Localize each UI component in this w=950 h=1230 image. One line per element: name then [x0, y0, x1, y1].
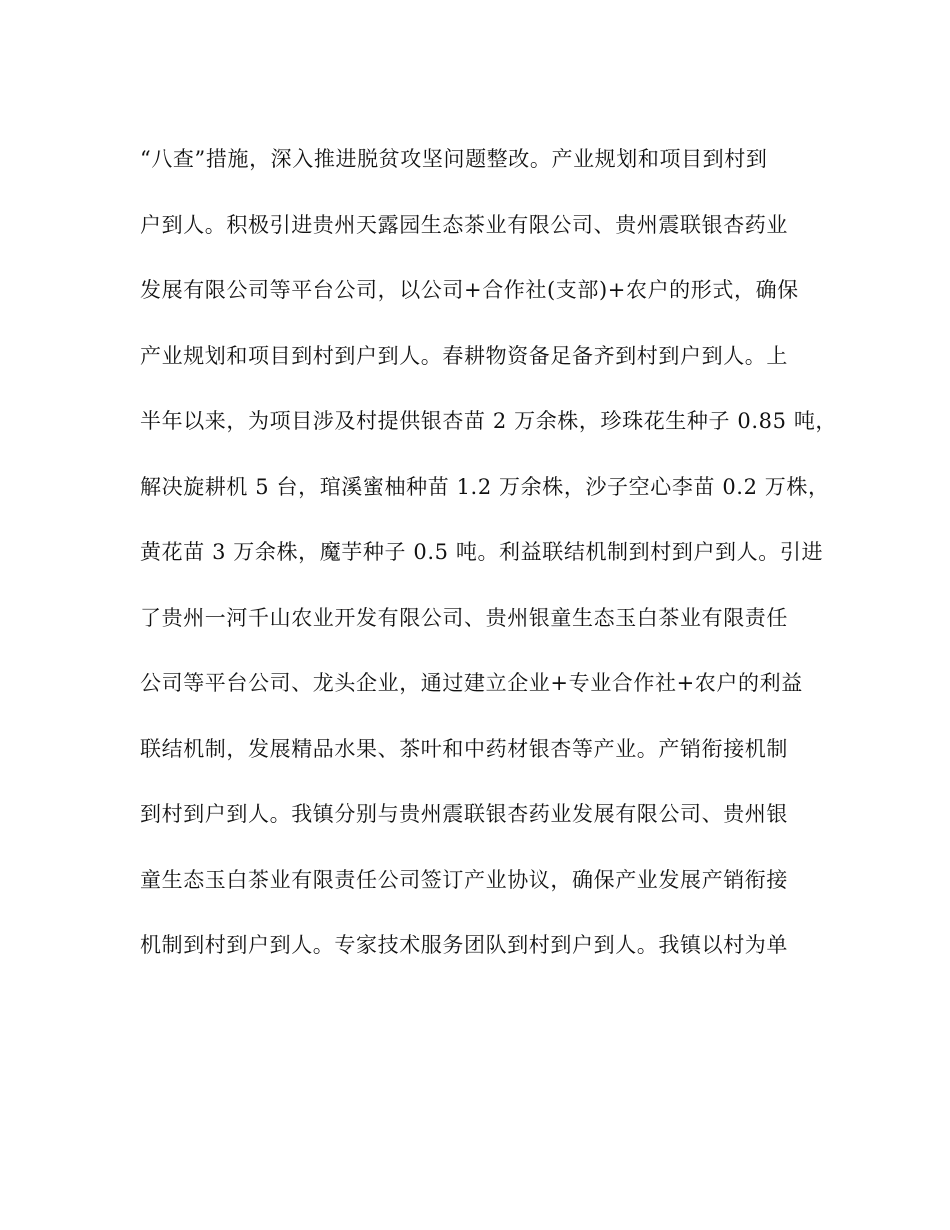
text-line: 到村到户到人。我镇分别与贵州震联银杏药业发展有限公司、贵州银 — [140, 802, 788, 826]
text-line: 童生态玉白茶业有限责任公司签订产业协议，确保产业发展产销衔接 — [140, 867, 788, 892]
text-line: 户到人。积极引进贵州天露园生态茶业有限公司、贵州震联银杏药业 — [140, 212, 788, 237]
text-line: 解决旋耕机 5 台，琯溪蜜柚种苗 1.2 万余株，沙子空心李苗 0.2 万株， — [140, 474, 830, 499]
text-line: 发展有限公司等平台公司，以公司+合作社(支部)+农户的形式，确保 — [140, 278, 799, 302]
text-line: 公司等平台公司、龙头企业，通过建立企业+专业合作社+农户的利益 — [140, 671, 803, 695]
text-line: 产业规划和项目到村到户到人。春耕物资备足备齐到村到户到人。上 — [140, 343, 788, 368]
body-paragraph — [140, 136, 838, 988]
text-line: 联结机制，发展精品水果、茶叶和中药材银杏等产业。产销衔接机制 — [140, 736, 788, 761]
text-line: 黄花苗 3 万余株，魔芋种子 0.5 吨。利益联结机制到村到户到人。引进 — [140, 540, 824, 564]
text-line: 了贵州一河千山农业开发有限公司、贵州银童生态玉白茶业有限责任 — [140, 605, 788, 630]
text-line: 半年以来，为项目涉及村提供银杏苗 2 万余株，珍珠花生种子 0.85 吨， — [140, 409, 838, 433]
text-line: 机制到村到户到人。专家技术服务团队到村到户到人。我镇以村为单 — [140, 933, 788, 957]
text-line: “八查”措施，深入推进脱贫攻坚问题整改。产业规划和项目到村到 — [140, 147, 768, 171]
